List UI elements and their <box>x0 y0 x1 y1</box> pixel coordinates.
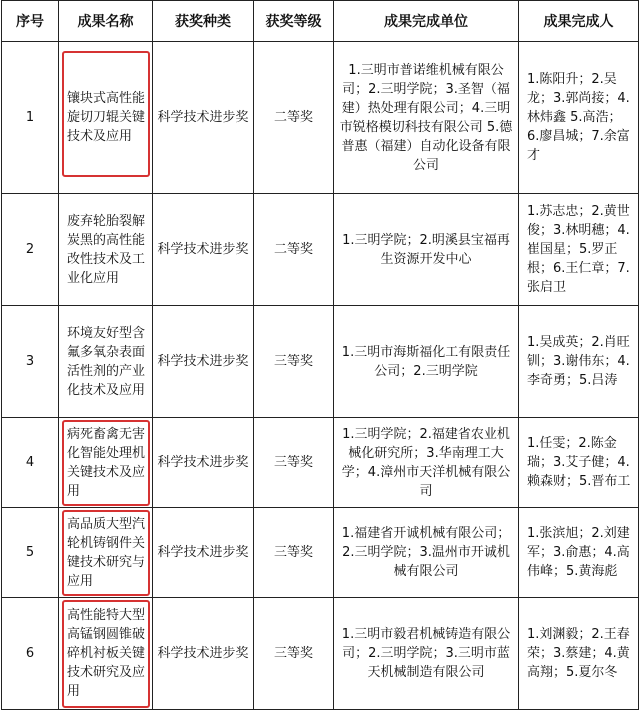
completing-people: 1.吴成英；2.肖旺钏；3.谢伟东；4.李奇勇；5.吕涛 <box>519 306 639 418</box>
completing-people: 1.刘渊毅；2.王春荣；3.蔡建；4.黄高翔；5.夏尔冬 <box>519 598 639 710</box>
award-level: 三等奖 <box>254 418 334 508</box>
achievement-name-cell <box>59 598 153 710</box>
achievement-name: 高品质大型汽轮机铸钢件关键技术研究与应用 <box>67 516 146 589</box>
table-row <box>2 508 639 598</box>
award-level: 二等奖 <box>254 194 334 306</box>
header-unit: 成果完成单位 <box>334 1 519 42</box>
achievement-name: 高性能特大型高锰钢圆锥破碎机衬板关键技术研究及应用 <box>67 608 146 699</box>
award-level: 二等奖 <box>254 42 334 194</box>
achievement-name: 镶块式高性能旋切刀辊关键技术及应用 <box>67 91 146 144</box>
table-header-row <box>2 1 639 42</box>
award-level: 三等奖 <box>254 508 334 598</box>
awards-table <box>1 0 639 710</box>
row-index: 3 <box>2 306 59 418</box>
award-type: 科学技术进步奖 <box>153 418 254 508</box>
completing-people: 1.苏志忠；2.黄世俊；3.林明穗；4.崔国星；5.罗正根；6.王仁章；7.张启卫 <box>519 194 639 306</box>
completing-people: 1.张滨旭；2.刘建军；3.俞惠；4.高伟峰；5.黄海彪 <box>519 508 639 598</box>
row-index: 4 <box>2 418 59 508</box>
achievement-name-cell <box>59 418 153 508</box>
achievement-name-cell <box>59 42 153 194</box>
completing-units: 1.福建省开诚机械有限公司；2.三明学院；3.温州市开诚机械有限公司 <box>334 508 519 598</box>
achievement-name: 病死畜禽无害化智能处理机关键技术及应用 <box>67 426 146 499</box>
achievement-name-cell <box>59 306 153 418</box>
row-index: 5 <box>2 508 59 598</box>
award-level: 三等奖 <box>254 598 334 710</box>
award-type: 科学技术进步奖 <box>153 194 254 306</box>
row-index: 6 <box>2 598 59 710</box>
header-people: 成果完成人 <box>519 1 639 42</box>
achievement-name: 废弃轮胎裂解炭黑的高性能改性技术及工业化应用 <box>67 213 146 286</box>
completing-units: 1.三明市普诺维机械有限公司；2.三明学院；3.圣智（福建）热处理有限公司；4.三明市锐格模切科技有限公司 5.德普惠（福建）自动化设备有限公司 <box>334 42 519 194</box>
award-type: 科学技术进步奖 <box>153 508 254 598</box>
completing-people: 1.陈阳升；2.吴龙；3.郭尚接；4.林炜鑫 5.高浩；6.廖昌城；7.余富才 <box>519 42 639 194</box>
completing-units: 1.三明学院；2.福建省农业机械化研究所；3.华南理工大学；4.漳州市天洋机械有限公司 <box>334 418 519 508</box>
achievement-name-cell <box>59 508 153 598</box>
header-index: 序号 <box>2 1 59 42</box>
award-type: 科学技术进步奖 <box>153 306 254 418</box>
completing-people: 1.任雯；2.陈金瑞；3.艾子健；4.赖森财；5.晋布工 <box>519 418 639 508</box>
table-row <box>2 598 639 710</box>
completing-units: 1.三明市海斯福化工有限责任公司；2.三明学院 <box>334 306 519 418</box>
header-name: 成果名称 <box>59 1 153 42</box>
header-type: 获奖种类 <box>153 1 254 42</box>
award-type: 科学技术进步奖 <box>153 598 254 710</box>
award-level: 三等奖 <box>254 306 334 418</box>
header-level: 获奖等级 <box>254 1 334 42</box>
row-index: 2 <box>2 194 59 306</box>
achievement-name-cell <box>59 194 153 306</box>
award-type: 科学技术进步奖 <box>153 42 254 194</box>
achievement-name: 环境友好型含氟多氧杂表面活性剂的产业化技术及应用 <box>67 325 146 398</box>
table-row <box>2 306 639 418</box>
completing-units: 1.三明学院；2.明溪县宝福再生资源开发中心 <box>334 194 519 306</box>
row-index: 1 <box>2 42 59 194</box>
table-row <box>2 194 639 306</box>
completing-units: 1.三明市毅君机械铸造有限公司；2.三明学院；3.三明市蓝天机械制造有限公司 <box>334 598 519 710</box>
table-row <box>2 418 639 508</box>
table-row <box>2 42 639 194</box>
